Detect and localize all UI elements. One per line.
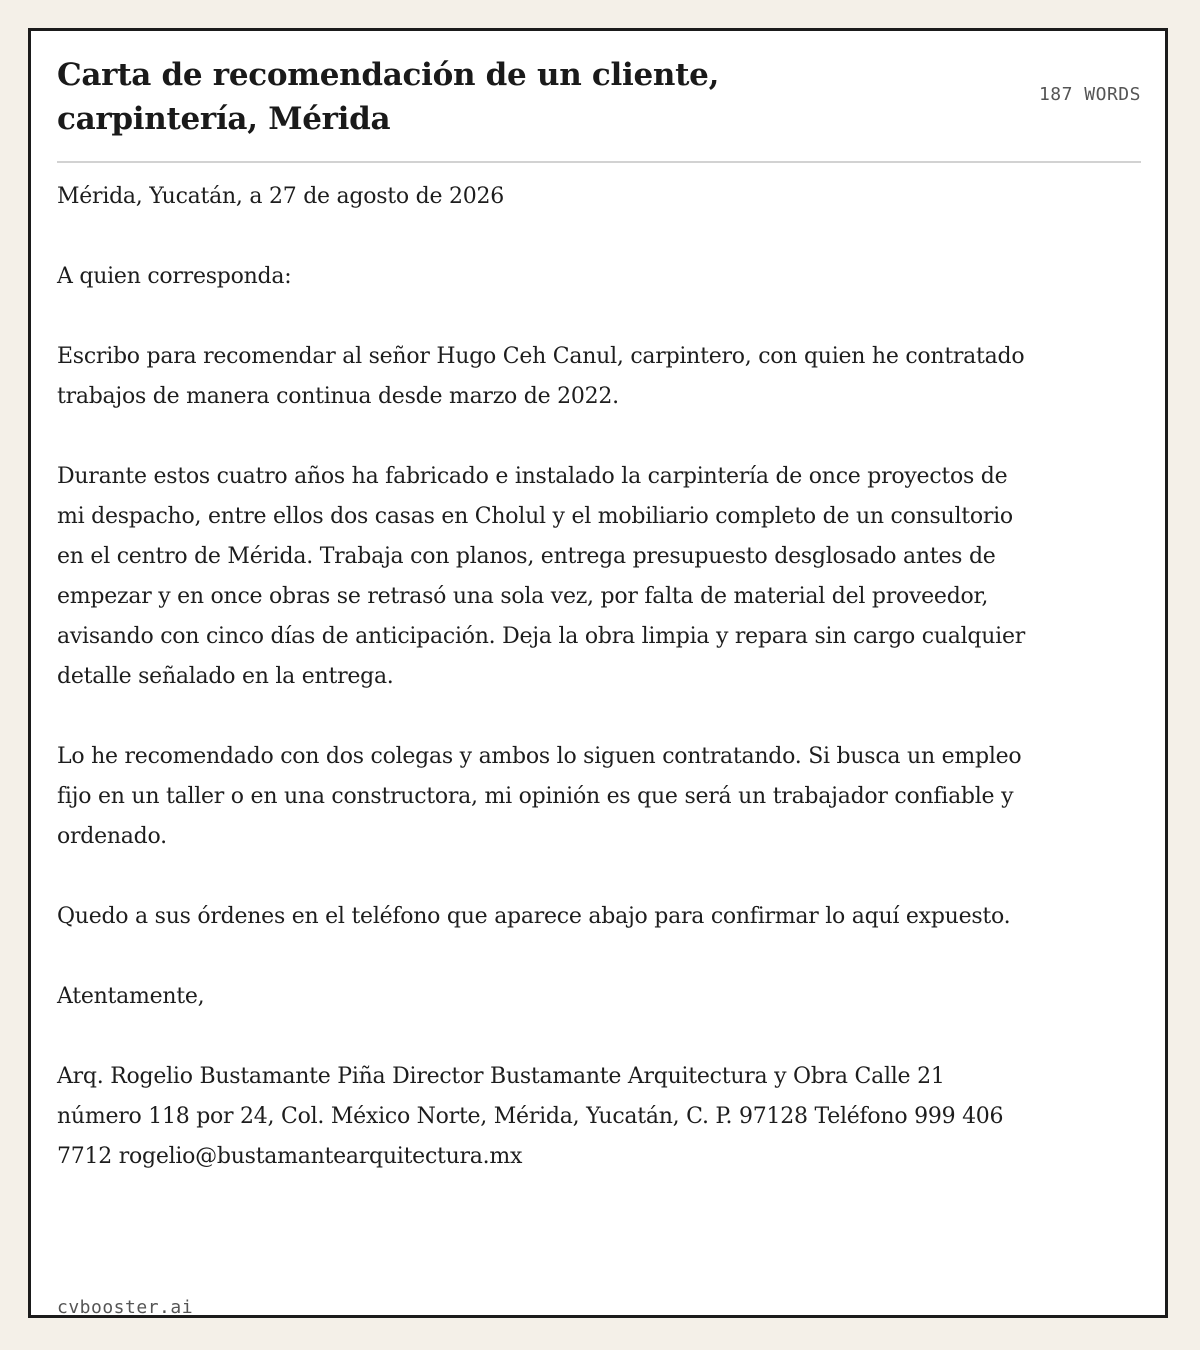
letter-header xyxy=(57,53,1141,163)
salutation: A quien corresponda: xyxy=(57,264,292,289)
closing: Atentamente, xyxy=(57,984,205,1009)
document-title: Carta de recomendación de un cliente, carpintería, Mérida xyxy=(57,57,720,137)
footer-brand: cvbooster.ai xyxy=(57,1297,194,1318)
paragraph-intro: Escribo para recomendar al señor Hugo Ceh Canul, carpintero, con quien he contratado trabajos de manera continua desde marzo de 2022. xyxy=(57,344,1025,409)
place-date: Mérida, Yucatán, a 27 de agosto de 2026 xyxy=(57,184,504,209)
paragraph-recommendation: Lo he recomendado con dos colegas y ambos lo siguen contratando. Si busca un empleo fijo en un taller o en una constructora, mi opinión es que será un trabajador confiable y ordenado. xyxy=(57,744,1022,849)
paragraph-contact: Quedo a sus órdenes en el teléfono que aparece abajo para confirmar lo aquí expuesto. xyxy=(57,904,1011,929)
signature-block: Arq. Rogelio Bustamante Piña Director Bustamante Arquitectura y Obra Calle 21 número 118 por 24, Col. México Norte, Mérida, Yucatán, C. P. 97128 Teléfono 999 406 7712 rogelio@bustamantearquitectura.mx xyxy=(57,1064,1004,1169)
letter-card xyxy=(28,28,1168,1318)
letter-body xyxy=(57,177,1027,1177)
word-count-badge: 187 WORDS xyxy=(1038,84,1141,105)
paragraph-experience: Durante estos cuatro años ha fabricado e instalado la carpintería de once proyectos de mi despacho, entre ellos dos casas en Cholul y el mobiliario completo de un consultorio en el centro de Mérida. Trabaja con planos, entrega presupuesto desglosado antes de empezar y en once obras se retrasó una sola vez, por falta de material del proveedor, avisando con cinco días de anticipación. Deja la obra limpia y repara sin cargo cualquier detalle señalado en la entrega. xyxy=(57,464,1025,689)
